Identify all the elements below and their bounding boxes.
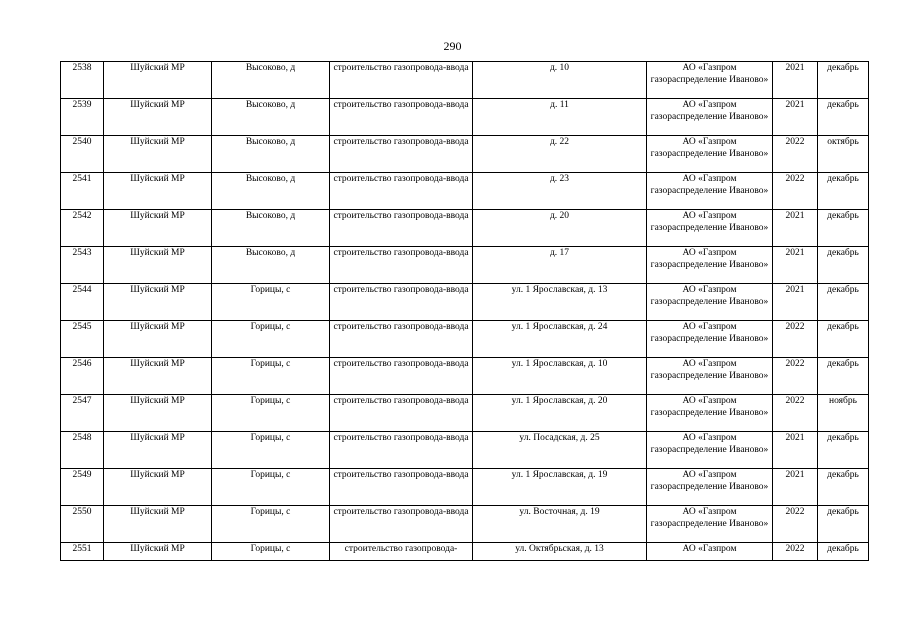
settlement-cell: Горицы, с <box>212 506 330 543</box>
settlement-cell: Горицы, с <box>212 321 330 358</box>
settlement-cell: Высоково, д <box>212 136 330 173</box>
row-number-cell: 2540 <box>61 136 104 173</box>
year-cell: 2022 <box>773 321 818 358</box>
year-cell: 2022 <box>773 173 818 210</box>
month-cell: октябрь <box>818 136 869 173</box>
work-type-cell: строительство газопровода-ввода <box>330 284 473 321</box>
work-type-cell: строительство газопровода-ввода <box>330 395 473 432</box>
address-cell: ул. 1 Ярославская, д. 13 <box>473 284 647 321</box>
organization-cell: АО «Газпром <box>647 543 773 561</box>
address-cell: ул. 1 Ярославская, д. 10 <box>473 358 647 395</box>
district-cell: Шуйский МР <box>104 543 212 561</box>
settlement-cell: Горицы, с <box>212 358 330 395</box>
settlement-cell: Высоково, д <box>212 210 330 247</box>
work-type-cell: строительство газопровода-ввода <box>330 432 473 469</box>
organization-cell: АО «Газпром газораспределение Иваново» <box>647 247 773 284</box>
table-row <box>61 543 869 561</box>
month-cell: декабрь <box>818 358 869 395</box>
district-cell: Шуйский МР <box>104 506 212 543</box>
row-number-cell: 2546 <box>61 358 104 395</box>
year-cell: 2021 <box>773 284 818 321</box>
organization-cell: АО «Газпром газораспределение Иваново» <box>647 506 773 543</box>
row-number-cell: 2538 <box>61 62 104 99</box>
organization-cell: АО «Газпром газораспределение Иваново» <box>647 173 773 210</box>
year-cell: 2022 <box>773 506 818 543</box>
month-cell: декабрь <box>818 99 869 136</box>
year-cell: 2021 <box>773 247 818 284</box>
table-row <box>61 395 869 432</box>
settlement-cell: Высоково, д <box>212 247 330 284</box>
table-row <box>61 173 869 210</box>
month-cell: декабрь <box>818 284 869 321</box>
address-cell: ул. Октябрьская, д. 13 <box>473 543 647 561</box>
row-number-cell: 2539 <box>61 99 104 136</box>
district-cell: Шуйский МР <box>104 173 212 210</box>
address-cell: д. 22 <box>473 136 647 173</box>
table-row <box>61 321 869 358</box>
organization-cell: АО «Газпром газораспределение Иваново» <box>647 321 773 358</box>
table-row <box>61 99 869 136</box>
month-cell: декабрь <box>818 210 869 247</box>
settlement-cell: Горицы, с <box>212 284 330 321</box>
address-cell: ул. 1 Ярославская, д. 19 <box>473 469 647 506</box>
work-type-cell: строительство газопровода-ввода <box>330 136 473 173</box>
work-type-cell: строительство газопровода-ввода <box>330 469 473 506</box>
settlement-cell: Высоково, д <box>212 99 330 136</box>
row-number-cell: 2547 <box>61 395 104 432</box>
organization-cell: АО «Газпром газораспределение Иваново» <box>647 432 773 469</box>
page-number: 290 <box>443 39 462 53</box>
row-number-cell: 2545 <box>61 321 104 358</box>
district-cell: Шуйский МР <box>104 136 212 173</box>
district-cell: Шуйский МР <box>104 395 212 432</box>
work-type-cell: строительство газопровода-ввода <box>330 358 473 395</box>
work-type-cell: строительство газопровода- <box>330 543 473 561</box>
address-cell: д. 17 <box>473 247 647 284</box>
year-cell: 2021 <box>773 469 818 506</box>
district-cell: Шуйский МР <box>104 62 212 99</box>
month-cell: декабрь <box>818 469 869 506</box>
year-cell: 2021 <box>773 62 818 99</box>
table-row <box>61 284 869 321</box>
work-type-cell: строительство газопровода-ввода <box>330 321 473 358</box>
table-row <box>61 62 869 99</box>
month-cell: декабрь <box>818 543 869 561</box>
settlement-cell: Высоково, д <box>212 62 330 99</box>
settlement-cell: Горицы, с <box>212 469 330 506</box>
month-cell: декабрь <box>818 173 869 210</box>
address-cell: д. 23 <box>473 173 647 210</box>
row-number-cell: 2544 <box>61 284 104 321</box>
row-number-cell: 2550 <box>61 506 104 543</box>
year-cell: 2022 <box>773 395 818 432</box>
table-row <box>61 506 869 543</box>
table-row <box>61 469 869 506</box>
address-cell: ул. 1 Ярославская, д. 20 <box>473 395 647 432</box>
organization-cell: АО «Газпром газораспределение Иваново» <box>647 284 773 321</box>
district-cell: Шуйский МР <box>104 321 212 358</box>
district-cell: Шуйский МР <box>104 210 212 247</box>
address-cell: д. 10 <box>473 62 647 99</box>
year-cell: 2022 <box>773 543 818 561</box>
organization-cell: АО «Газпром газораспределение Иваново» <box>647 99 773 136</box>
month-cell: декабрь <box>818 62 869 99</box>
year-cell: 2022 <box>773 358 818 395</box>
district-cell: Шуйский МР <box>104 247 212 284</box>
registry-body <box>61 62 869 561</box>
row-number-cell: 2551 <box>61 543 104 561</box>
table-row <box>61 210 869 247</box>
district-cell: Шуйский МР <box>104 432 212 469</box>
organization-cell: АО «Газпром газораспределение Иваново» <box>647 136 773 173</box>
year-cell: 2021 <box>773 99 818 136</box>
table-row <box>61 432 869 469</box>
table-row <box>61 136 869 173</box>
month-cell: декабрь <box>818 506 869 543</box>
year-cell: 2021 <box>773 210 818 247</box>
address-cell: ул. Посадская, д. 25 <box>473 432 647 469</box>
organization-cell: АО «Газпром газораспределение Иваново» <box>647 62 773 99</box>
work-type-cell: строительство газопровода-ввода <box>330 99 473 136</box>
organization-cell: АО «Газпром газораспределение Иваново» <box>647 469 773 506</box>
year-cell: 2021 <box>773 432 818 469</box>
row-number-cell: 2542 <box>61 210 104 247</box>
month-cell: декабрь <box>818 432 869 469</box>
month-cell: ноябрь <box>818 395 869 432</box>
table-row <box>61 247 869 284</box>
work-type-cell: строительство газопровода-ввода <box>330 173 473 210</box>
table-row <box>61 358 869 395</box>
year-cell: 2022 <box>773 136 818 173</box>
district-cell: Шуйский МР <box>104 469 212 506</box>
settlement-cell: Высоково, д <box>212 173 330 210</box>
address-cell: д. 11 <box>473 99 647 136</box>
organization-cell: АО «Газпром газораспределение Иваново» <box>647 358 773 395</box>
work-type-cell: строительство газопровода-ввода <box>330 247 473 284</box>
work-type-cell: строительство газопровода-ввода <box>330 62 473 99</box>
address-cell: ул. Восточная, д. 19 <box>473 506 647 543</box>
month-cell: декабрь <box>818 321 869 358</box>
row-number-cell: 2548 <box>61 432 104 469</box>
organization-cell: АО «Газпром газораспределение Иваново» <box>647 395 773 432</box>
settlement-cell: Горицы, с <box>212 543 330 561</box>
address-cell: ул. 1 Ярославская, д. 24 <box>473 321 647 358</box>
registry-table <box>60 61 869 561</box>
address-cell: д. 20 <box>473 210 647 247</box>
settlement-cell: Горицы, с <box>212 432 330 469</box>
organization-cell: АО «Газпром газораспределение Иваново» <box>647 210 773 247</box>
row-number-cell: 2541 <box>61 173 104 210</box>
work-type-cell: строительство газопровода-ввода <box>330 210 473 247</box>
district-cell: Шуйский МР <box>104 99 212 136</box>
month-cell: декабрь <box>818 247 869 284</box>
district-cell: Шуйский МР <box>104 284 212 321</box>
row-number-cell: 2549 <box>61 469 104 506</box>
settlement-cell: Горицы, с <box>212 395 330 432</box>
work-type-cell: строительство газопровода-ввода <box>330 506 473 543</box>
district-cell: Шуйский МР <box>104 358 212 395</box>
row-number-cell: 2543 <box>61 247 104 284</box>
